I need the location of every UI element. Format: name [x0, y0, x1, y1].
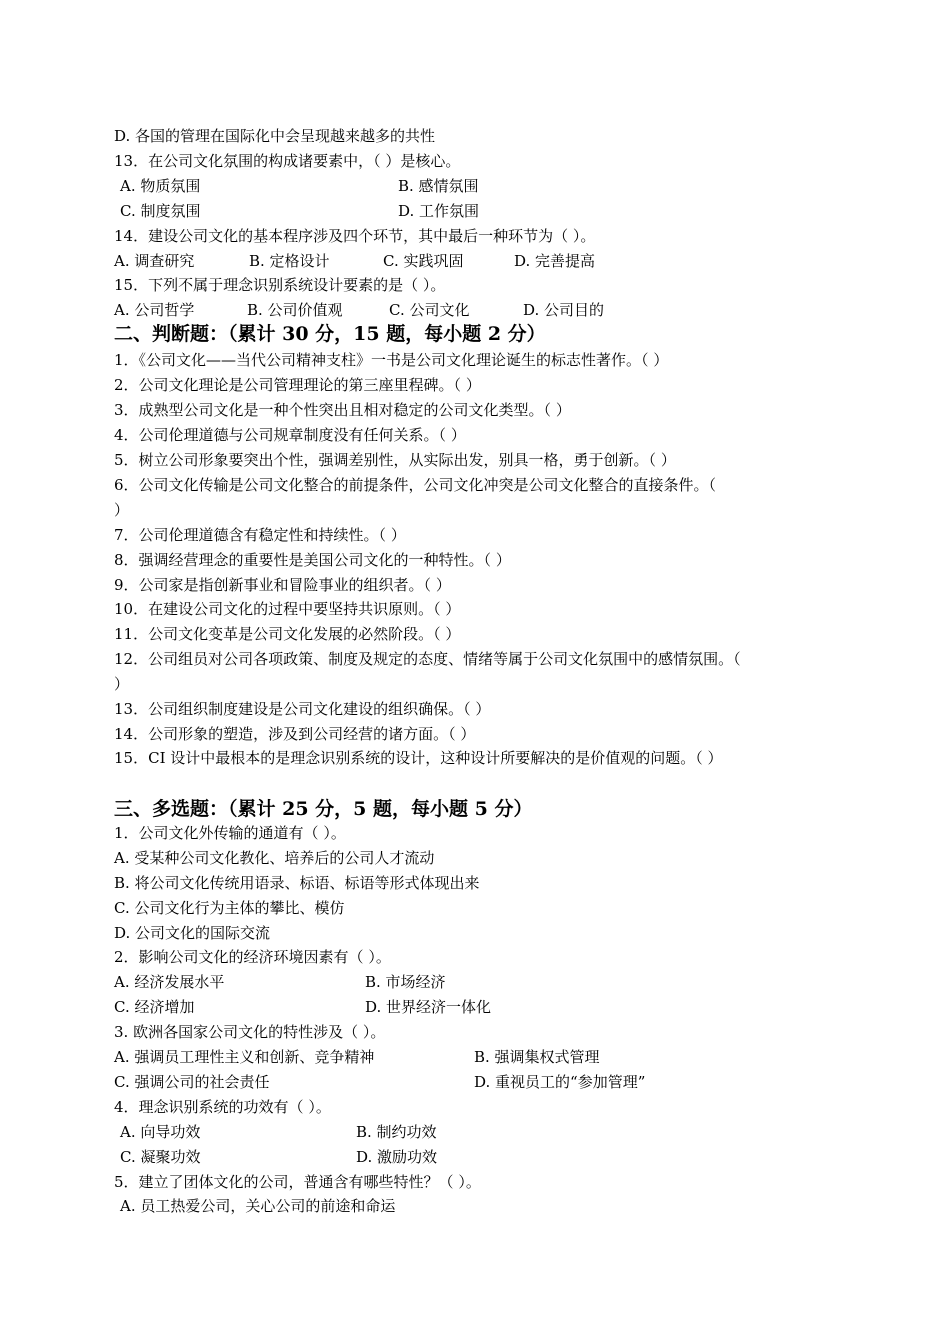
mc-q2-option-c: C. 经济增加	[114, 998, 195, 1016]
q13-option-d: D. 工作氛围	[398, 202, 480, 220]
q13-question: 13．在公司文化氛围的构成诸要素中，（ ）是核心。	[114, 152, 461, 170]
tf-item-6: 6．公司文化传输是公司文化整合的前提条件，公司文化冲突是公司文化整合的直接条件。（	[114, 476, 717, 494]
mc-q4-option-a: A. 向导功效	[120, 1123, 201, 1141]
tf-item-14: 14．公司形象的塑造，涉及到公司经营的诸方面。（ ）	[114, 725, 476, 743]
tf-item-4: 4．公司伦理道德与公司规章制度没有任何关系。（ ）	[114, 426, 466, 444]
q14-option-b: B. 定格设计	[249, 252, 330, 270]
mc-q1-option-b: B. 将公司文化传统用语录、标语、标语等形式体现出来	[114, 874, 480, 892]
tf-item-12-continuation: ）	[114, 675, 130, 693]
q14-option-a: A. 调查研究	[114, 252, 195, 270]
q14-option-d: D. 完善提高	[514, 252, 596, 270]
mc-q2-question: 2．影响公司文化的经济环境因素有（ ）。	[114, 948, 391, 966]
mc-q3-option-c: C. 强调公司的社会责任	[114, 1073, 270, 1091]
section-heading-true-false: 二、判断题：（累计 30 分，15 题，每小题 2 分）	[114, 323, 546, 345]
tf-item-7: 7．公司伦理道德含有稳定性和持续性。（ ）	[114, 526, 406, 544]
mc-q4-option-b: B. 制约功效	[356, 1123, 437, 1141]
q15-option-d: D. 公司目的	[523, 301, 605, 319]
mc-q5-option-a: A. 员工热爱公司，关心公司的前途和命运	[120, 1197, 396, 1215]
mc-q4-question: 4．理念识别系统的功效有（ ）。	[114, 1098, 331, 1116]
q12-option-d: D. 各国的管理在国际化中会呈现越来越多的共性	[114, 127, 436, 145]
tf-item-2: 2．公司文化理论是公司管理理论的第三座里程碑。（ ）	[114, 376, 481, 394]
mc-q3-question: 3. 欧洲各国家公司文化的特性涉及（ ）。	[114, 1023, 386, 1041]
mc-q3-option-a: A. 强调员工理性主义和创新、竞争精神	[114, 1048, 375, 1066]
tf-item-11: 11．公司文化变革是公司文化发展的必然阶段。（ ）	[114, 625, 461, 643]
mc-q1-option-a: A. 受某种公司文化教化、培养后的公司人才流动	[114, 849, 435, 867]
q14-option-c: C. 实践巩固	[383, 252, 464, 270]
mc-q1-option-c: C. 公司文化行为主体的攀比、模仿	[114, 899, 345, 917]
tf-item-10: 10．在建设公司文化的过程中要坚持共识原则。（ ）	[114, 600, 461, 618]
section-heading-multiple-choice: 三、多选题：（累计 25 分，5 题，每小题 5 分）	[114, 798, 533, 820]
q15-option-b: B. 公司价值观	[247, 301, 343, 319]
tf-item-9: 9．公司家是指创新事业和冒险事业的组织者。（ ）	[114, 576, 451, 594]
mc-q2-option-a: A. 经济发展水平	[114, 973, 225, 991]
tf-item-3: 3．成熟型公司文化是一种个性突出且相对稳定的公司文化类型。（ ）	[114, 401, 571, 419]
mc-q3-option-b: B. 强调集权式管理	[474, 1048, 600, 1066]
tf-item-15: 15．CI 设计中最根本的是理念识别系统的设计，这种设计所要解决的是价值观的问题。（ ）	[114, 749, 723, 767]
mc-q2-option-b: B. 市场经济	[365, 973, 446, 991]
tf-item-5: 5．树立公司形象要突出个性，强调差别性，从实际出发，别具一格，勇于创新。（ ）	[114, 451, 676, 469]
q15-question: 15．下列不属于理念识别系统设计要素的是（ ）。	[114, 276, 446, 294]
mc-q2-option-d: D. 世界经济一体化	[365, 998, 492, 1016]
tf-item-13: 13．公司组织制度建设是公司文化建设的组织确保。（ ）	[114, 700, 491, 718]
mc-q1-option-d: D. 公司文化的国际交流	[114, 924, 271, 942]
q14-question: 14．建设公司文化的基本程序涉及四个环节，其中最后一种环节为（ ）。	[114, 227, 596, 245]
q15-option-a: A. 公司哲学	[114, 301, 195, 319]
mc-q4-option-d: D. 激励功效	[356, 1148, 438, 1166]
q13-option-a: A. 物质氛围	[120, 177, 201, 195]
mc-q4-option-c: C. 凝聚功效	[120, 1148, 201, 1166]
q13-option-c: C. 制度氛围	[120, 202, 201, 220]
tf-item-1: 1．《公司文化——当代公司精神支柱》一书是公司文化理论诞生的标志性著作。（ ）	[114, 351, 669, 369]
q13-option-b: B. 感情氛围	[398, 177, 479, 195]
mc-q5-question: 5．建立了团体文化的公司，普通含有哪些特性？（ ）。	[114, 1173, 481, 1191]
q15-option-c: C. 公司文化	[389, 301, 470, 319]
tf-item-12: 12．公司组员对公司各项政策、制度及规定的态度、情绪等属于公司文化氛围中的感情氛围。（	[114, 650, 741, 668]
tf-item-8: 8．强调经营理念的重要性是美国公司文化的一种特性。（ ）	[114, 551, 511, 569]
mc-q3-option-d: D. 重视员工的“参加管理”	[474, 1073, 646, 1091]
tf-item-6-continuation: ）	[114, 501, 130, 519]
mc-q1-question: 1．公司文化外传输的通道有（ ）。	[114, 824, 346, 842]
